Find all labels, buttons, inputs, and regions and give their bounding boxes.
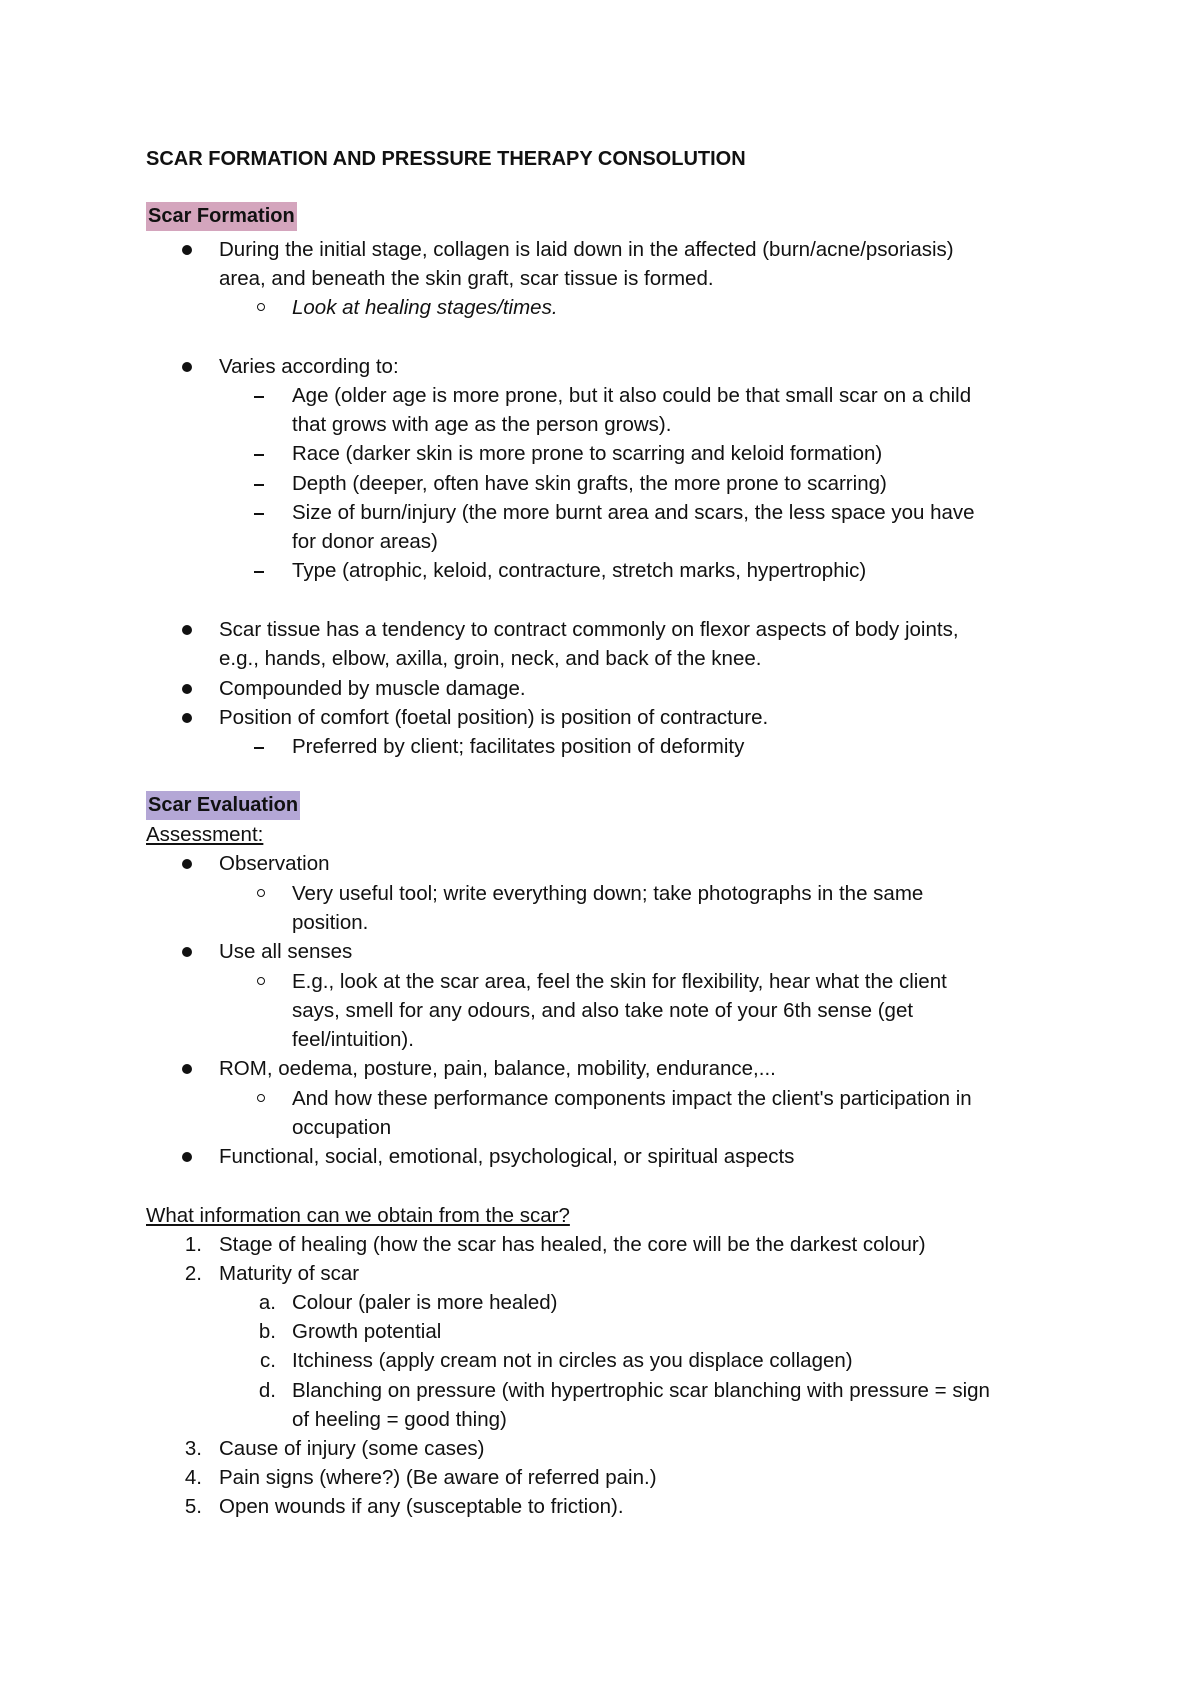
dash-marker-icon (254, 454, 264, 456)
bullet-circle-icon (257, 977, 265, 985)
assessment-rom: ROM, oedema, posture, pain, balance, mobility, endurance,... (219, 1057, 776, 1080)
scar-formation-bullet-5: Position of comfort (foetal position) is position of contracture. (219, 706, 769, 729)
list-letter: c. (260, 1349, 276, 1372)
varies-item-depth: Depth (deeper, often have skin grafts, the more prone to scarring) (292, 472, 887, 495)
bullet-dot-icon (182, 1152, 192, 1162)
dash-marker-icon (254, 396, 264, 398)
rom-sub-line-2: occupation (292, 1116, 392, 1139)
dash-marker-icon (254, 513, 264, 515)
info-item-3: Cause of injury (some cases) (219, 1437, 485, 1460)
varies-item-age-line-1: Age (older age is more prone, but it also could be that small scar on a child (292, 384, 972, 407)
senses-sub-line-2: says, smell for any odours, and also take note of your 6th sense (get (292, 999, 914, 1022)
list-number: 1. (184, 1233, 202, 1256)
bullet-dot-icon (182, 362, 192, 372)
scar-formation-bullet-1-line-2: area, and beneath the skin graft, scar tissue is formed. (219, 267, 714, 290)
dash-marker-icon (254, 484, 264, 486)
assessment-functional: Functional, social, emotional, psychological, or spiritual aspects (219, 1145, 795, 1168)
section-heading-scar-evaluation: Scar Evaluation (146, 791, 300, 820)
bullet-dot-icon (182, 947, 192, 957)
senses-sub-line-1: E.g., look at the scar area, feel the skin for flexibility, hear what the client (292, 970, 947, 993)
maturity-item-b: Growth potential (292, 1320, 442, 1343)
maturity-item-c: Itchiness (apply cream not in circles as you displace collagen) (292, 1349, 853, 1372)
assessment-use-all-senses: Use all senses (219, 940, 353, 963)
bullet-circle-icon (257, 889, 265, 897)
list-letter: d. (258, 1379, 276, 1402)
varies-item-size-line-1: Size of burn/injury (the more burnt area and scars, the less space you have (292, 501, 975, 524)
varies-item-race: Race (darker skin is more prone to scarring and keloid formation) (292, 442, 883, 465)
maturity-item-d-line-2: of heeling = good thing) (292, 1408, 507, 1431)
info-item-2: Maturity of scar (219, 1262, 360, 1285)
maturity-item-a: Colour (paler is more healed) (292, 1291, 558, 1314)
scar-formation-bullet-5-sub-1: Preferred by client; facilitates position of deformity (292, 735, 745, 758)
bullet-circle-icon (257, 1094, 265, 1102)
varies-item-size-line-2: for donor areas) (292, 530, 438, 553)
observation-sub-line-1: Very useful tool; write everything down; take photographs in the same (292, 882, 924, 905)
observation-sub-line-2: position. (292, 911, 369, 934)
list-letter: b. (258, 1320, 276, 1343)
bullet-dot-icon (182, 245, 192, 255)
rom-sub-line-1: And how these performance components impact the client's participation in (292, 1087, 972, 1110)
assessment-observation: Observation (219, 852, 330, 875)
scar-formation-bullet-4: Compounded by muscle damage. (219, 677, 526, 700)
scar-formation-bullet-1-line-1: During the initial stage, collagen is laid down in the affected (burn/acne/psoriasis) (219, 238, 954, 261)
scar-formation-bullet-3-line-2: e.g., hands, elbow, axilla, groin, neck, and back of the knee. (219, 647, 762, 670)
scar-formation-bullet-1-sub-1: Look at healing stages/times. (292, 296, 558, 319)
list-letter: a. (258, 1291, 276, 1314)
bullet-dot-icon (182, 1064, 192, 1074)
senses-sub-line-3: feel/intuition). (292, 1028, 414, 1051)
list-number: 5. (184, 1495, 202, 1518)
bullet-dot-icon (182, 625, 192, 635)
info-item-4: Pain signs (where?) (Be aware of referred pain.) (219, 1466, 657, 1489)
info-question-label: What information can we obtain from the scar? (146, 1204, 570, 1227)
assessment-label: Assessment: (146, 823, 264, 846)
maturity-item-d-line-1: Blanching on pressure (with hypertrophic scar blanching with pressure = sign (292, 1379, 990, 1402)
list-number: 2. (184, 1262, 202, 1285)
section-heading-scar-formation: Scar Formation (146, 202, 297, 231)
dash-marker-icon (254, 571, 264, 573)
varies-item-age-line-2: that grows with age as the person grows). (292, 413, 672, 436)
varies-item-type: Type (atrophic, keloid, contracture, stretch marks, hypertrophic) (292, 559, 867, 582)
scar-formation-bullet-3-line-1: Scar tissue has a tendency to contract commonly on flexor aspects of body joints, (219, 618, 959, 641)
list-number: 4. (184, 1466, 202, 1489)
bullet-dot-icon (182, 713, 192, 723)
dash-marker-icon (254, 747, 264, 749)
scar-formation-bullet-2: Varies according to: (219, 355, 399, 378)
bullet-dot-icon (182, 859, 192, 869)
info-item-1: Stage of healing (how the scar has healed, the core will be the darkest colour) (219, 1233, 926, 1256)
document-title: SCAR FORMATION AND PRESSURE THERAPY CONSOLUTION (146, 148, 746, 170)
list-number: 3. (184, 1437, 202, 1460)
info-item-5: Open wounds if any (susceptable to friction). (219, 1495, 624, 1518)
bullet-dot-icon (182, 684, 192, 694)
bullet-circle-icon (257, 303, 265, 311)
